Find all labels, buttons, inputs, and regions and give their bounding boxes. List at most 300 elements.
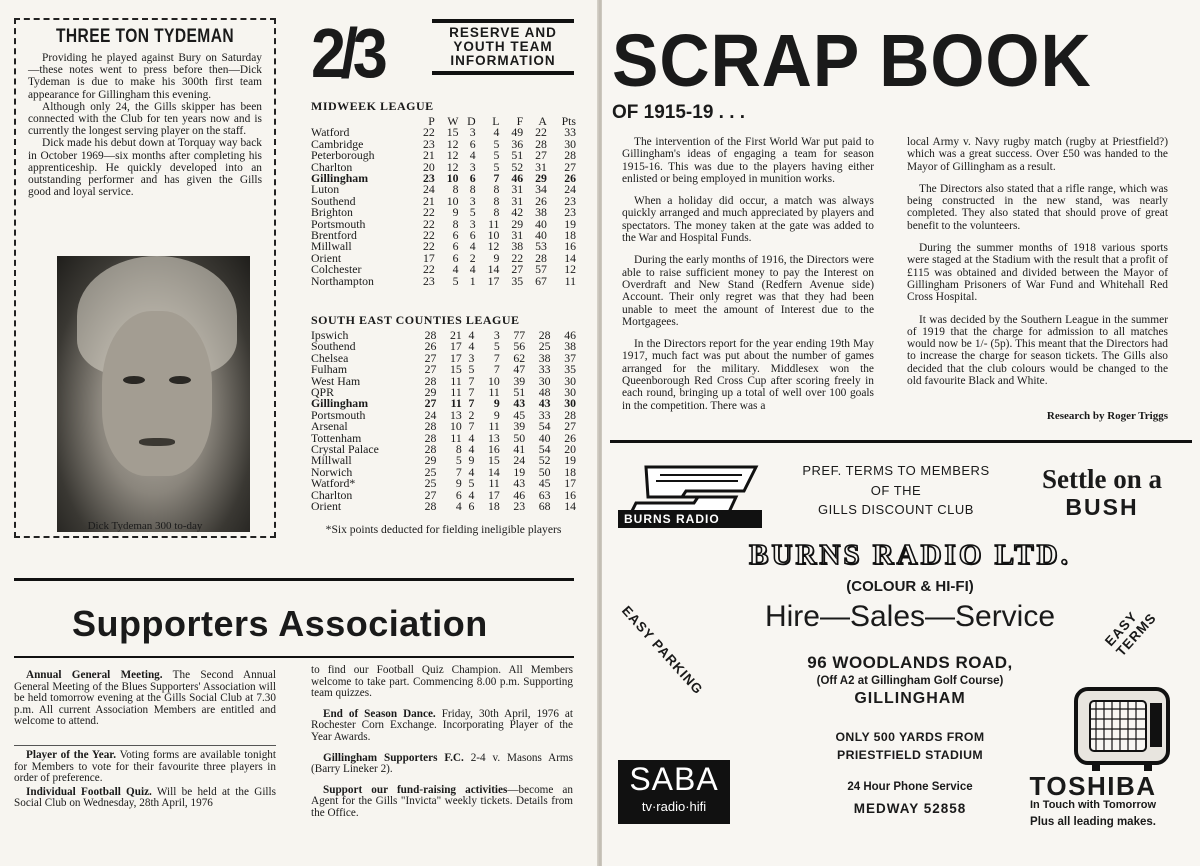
stat-cell: 4 xyxy=(493,125,500,140)
stat-cell: 18 xyxy=(488,499,500,514)
stat-cell: 36 xyxy=(511,136,524,151)
stat-cell: 28 xyxy=(564,148,576,163)
stat-cell: 11 xyxy=(488,476,500,491)
stat-cell: 12 xyxy=(487,239,500,254)
stat-cell: 7 xyxy=(455,464,462,479)
stat-cell: 15 xyxy=(446,125,459,140)
stat-cell: 21 xyxy=(422,193,435,208)
quiz-item: Individual Football Quiz. Will be held at the Gills Social Club on Wednesday, 28th April, 1976 xyxy=(14,785,276,810)
table-row xyxy=(311,376,576,387)
stat-cell: 9 xyxy=(493,250,500,265)
stat-cell: 3 xyxy=(469,216,476,231)
stat-cell: 27 xyxy=(564,159,576,174)
stat-cell: 51 xyxy=(513,385,526,400)
league-title: SOUTH EAST COUNTIES LEAGUE xyxy=(311,313,520,327)
stat-cell: 6 xyxy=(455,487,462,502)
stat-cell: 23 xyxy=(564,193,576,208)
stat-cell: 22 xyxy=(511,250,524,265)
stat-cell: 77 xyxy=(513,328,526,342)
tydeman-body xyxy=(28,52,262,198)
stat-cell: 26 xyxy=(564,171,576,186)
stat-cell: 4 xyxy=(455,499,462,514)
divider xyxy=(14,578,574,581)
stat-cell: 7 xyxy=(493,171,500,186)
stat-cell: 7 xyxy=(468,385,475,400)
research-credit: Research by Roger Triggs xyxy=(1046,410,1168,422)
easy-parking: EASY PARKING xyxy=(618,603,706,698)
stat-cell: 23 xyxy=(422,171,435,186)
column-header: F xyxy=(516,114,524,128)
stat-cell: 28 xyxy=(424,499,437,514)
stat-cell: 28 xyxy=(564,407,576,422)
team-name-cell: Millwall xyxy=(311,239,352,254)
stat-cell: 28 xyxy=(538,328,551,342)
stat-cell: 50 xyxy=(538,464,551,479)
stat-cell: 9 xyxy=(493,407,500,422)
television-icon xyxy=(1072,683,1172,773)
reserve-youth-header xyxy=(432,19,574,75)
stat-cell: 27 xyxy=(511,262,524,277)
midweek-league-table xyxy=(311,99,576,287)
bush-logo: BUSH xyxy=(1065,494,1139,520)
team-name-cell: Norwich xyxy=(311,464,353,479)
reserve-line: INFORMATION xyxy=(450,53,556,68)
stat-cell: 47 xyxy=(513,362,526,377)
portrait-caption: Dick Tydeman 300 to-day xyxy=(87,520,203,532)
tydeman-feature-box xyxy=(14,18,276,538)
stat-cell: 7 xyxy=(468,373,475,388)
stat-cell: 6 xyxy=(452,250,459,265)
stat-cell: 4 xyxy=(469,148,476,163)
column-header: Pts xyxy=(561,114,576,128)
stat-cell: 5 xyxy=(468,476,475,491)
stat-cell: 8 xyxy=(455,442,462,457)
stat-cell: 3 xyxy=(469,193,476,208)
team-name-cell: Portsmouth xyxy=(311,216,366,231)
stat-cell: 18 xyxy=(564,464,576,479)
team-name-cell: Crystal Palace xyxy=(311,442,379,457)
stat-cell: 2 xyxy=(468,407,475,422)
leading-makes: Plus all leading makes. xyxy=(1030,816,1156,828)
stat-cell: 7 xyxy=(468,419,475,434)
stat-cell: 5 xyxy=(469,205,476,220)
stat-cell: 6 xyxy=(469,228,476,243)
pref-line: GILLS DISCOUNT CLUB xyxy=(818,502,974,517)
stat-cell: 26 xyxy=(535,193,547,208)
stat-cell: 33 xyxy=(538,362,551,377)
address-note: (Off A2 at Gillingham Golf Course) xyxy=(816,675,1004,687)
agm-item: Annual General Meeting. The Second Annual General Meeting of the Blues Supporters' Association will be held tomorrow evening at the Gills Social Club at 7.30 p.m. All current Association Members are entitled and welcome to attend. xyxy=(14,669,276,728)
stat-cell: 17 xyxy=(487,273,500,288)
stat-cell: 11 xyxy=(488,216,500,231)
stat-cell: 24 xyxy=(564,182,576,197)
stat-cell: 40 xyxy=(538,430,551,445)
team-name-cell: Tottenham xyxy=(311,430,362,445)
stat-cell: 11 xyxy=(488,385,500,400)
stat-cell: 46 xyxy=(564,328,576,342)
table-row xyxy=(311,353,576,364)
stat-cell: 31 xyxy=(511,228,524,243)
stat-cell: 6 xyxy=(469,171,476,186)
tydeman-portrait-photo xyxy=(57,256,250,532)
stat-cell: 49 xyxy=(511,125,524,140)
stat-cell: 33 xyxy=(538,407,551,422)
team-name-cell: Portsmouth xyxy=(311,407,366,422)
stat-cell: 8 xyxy=(469,182,476,197)
stat-cell: 17 xyxy=(422,250,435,265)
saba-tagline: tv·radio·hifi xyxy=(641,799,707,814)
team-name-cell: Orient xyxy=(311,250,342,265)
stat-cell: 40 xyxy=(535,216,547,231)
team-name-cell: Watford xyxy=(311,125,350,140)
stat-cell: 40 xyxy=(535,228,547,243)
address-block xyxy=(760,653,1060,708)
dance-item: End of Season Dance. Friday, 30th April, 1976 at Rochester Corn Exchange. Incorporating Player of the Year Awards. xyxy=(311,707,573,743)
tydeman-paragraph: Although only 24, the Gills skipper has been connected with the Club for ten years now and is currently the longest serving player on the staff. xyxy=(28,100,262,138)
stat-cell: 23 xyxy=(564,205,576,220)
stat-cell: 12 xyxy=(446,159,459,174)
team-name-cell: Northampton xyxy=(311,273,374,288)
stat-cell: 7 xyxy=(468,396,475,411)
stat-cell: 30 xyxy=(564,373,576,388)
stat-cell: 1 xyxy=(469,273,476,288)
stat-cell: 6 xyxy=(452,228,459,243)
team-name-cell: West Ham xyxy=(311,373,361,388)
phone-number: MEDWAY 52858 xyxy=(853,801,967,816)
tydeman-paragraph: Dick made his debut down at Torquay way back in October 1969—six months after completing his apprenticeship. He quickly developed into an outstanding performer and has given the Gills good and loyal service. xyxy=(28,137,262,199)
stat-cell: 38 xyxy=(511,239,524,254)
stat-cell: 57 xyxy=(535,262,547,277)
stat-cell: 13 xyxy=(488,430,500,445)
stat-cell: 28 xyxy=(424,328,437,342)
stat-cell: 17 xyxy=(564,476,576,491)
fund-raising-item: Support our fund-raising activities—become an Agent for the Gills "Invicta" weekly tickets. Details from the Office. xyxy=(311,783,573,819)
stat-cell: 23 xyxy=(422,136,435,151)
league-title: MIDWEEK LEAGUE xyxy=(311,99,434,113)
stat-cell: 6 xyxy=(469,136,476,151)
saba-logo xyxy=(618,760,730,824)
stat-cell: 62 xyxy=(513,350,526,365)
stat-cell: 31 xyxy=(511,193,524,208)
team-name-cell: Gillingham xyxy=(311,396,369,411)
stat-cell: 4 xyxy=(469,239,476,254)
reserve-line: RESERVE AND xyxy=(449,25,557,40)
stat-cell: 45 xyxy=(513,407,526,422)
stat-cell: 37 xyxy=(564,350,576,365)
stat-cell: 4 xyxy=(452,262,459,277)
stat-cell: 4 xyxy=(469,262,476,277)
stat-cell: 14 xyxy=(487,262,500,277)
stat-cell: 68 xyxy=(538,499,551,514)
stat-cell: 19 xyxy=(564,216,576,231)
stat-cell: 30 xyxy=(564,136,576,151)
stat-cell: 28 xyxy=(424,430,437,445)
stat-cell: 7 xyxy=(493,362,500,377)
stat-cell: 10 xyxy=(449,419,462,434)
stat-cell: 52 xyxy=(538,453,551,468)
stat-cell: 14 xyxy=(488,464,500,479)
stat-cell: 4 xyxy=(468,487,475,502)
stat-cell: 5 xyxy=(455,453,462,468)
team-name-cell: Southend xyxy=(311,339,356,354)
stat-cell: 39 xyxy=(513,419,526,434)
stat-cell: 8 xyxy=(493,205,500,220)
stat-cell: 16 xyxy=(564,239,576,254)
stat-cell: 43 xyxy=(538,396,551,411)
hire-sales-service: Hire—Sales—Service xyxy=(764,600,1056,633)
stat-cell: 12 xyxy=(564,262,576,277)
stat-cell: 10 xyxy=(446,193,459,208)
scrap-left-column xyxy=(622,136,874,422)
stat-cell: 10 xyxy=(446,171,459,186)
stat-cell: 63 xyxy=(538,487,551,502)
stat-cell: 25 xyxy=(424,476,437,491)
company-name: BURNS RADIO LTD. xyxy=(749,539,1071,571)
stat-cell: 3 xyxy=(468,350,475,365)
toshiba-name: TOSHIBA xyxy=(1029,771,1157,801)
supporters-fc-item: Gillingham Supporters F.C. 2-4 v. Masons Arms (Barry Lineker 2). xyxy=(311,751,573,776)
stat-cell: 29 xyxy=(511,216,524,231)
stat-cell: 28 xyxy=(535,136,547,151)
stat-cell: 27 xyxy=(535,148,547,163)
easy-terms: EASY TERMS xyxy=(1102,608,1160,660)
stat-cell: 15 xyxy=(449,362,462,377)
stat-cell: 52 xyxy=(511,159,524,174)
stat-cell: 9 xyxy=(452,205,459,220)
stat-cell: 30 xyxy=(564,385,576,400)
stat-cell: 27 xyxy=(424,396,437,411)
scrap-paragraph: local Army v. Navy rugby match (rugby at Priestfield?) which was a great success. Over £50 was handed to the Mayor of Gillingham as a result. xyxy=(907,136,1168,173)
stat-cell: 22 xyxy=(422,262,435,277)
stat-cell: 34 xyxy=(535,182,547,197)
stat-cell: 19 xyxy=(513,464,526,479)
stat-cell: 2 xyxy=(469,250,476,265)
stat-cell: 50 xyxy=(513,430,526,445)
stat-cell: 10 xyxy=(487,228,500,243)
stat-cell: 14 xyxy=(564,499,576,514)
reserve-line: YOUTH TEAM xyxy=(453,39,553,54)
stat-cell: 7 xyxy=(493,350,500,365)
stat-cell: 8 xyxy=(452,182,459,197)
team-name-cell: Gillingham xyxy=(311,171,369,186)
team-name-cell: Charlton xyxy=(311,487,353,502)
yards-line: ONLY 500 YARDS FROM xyxy=(835,730,985,744)
team-name-cell: Arsenal xyxy=(311,419,348,434)
stat-cell: 12 xyxy=(446,136,459,151)
supporters-title: Supporters Association xyxy=(72,603,488,644)
stat-cell: 4 xyxy=(468,430,475,445)
stat-cell: 24 xyxy=(513,453,526,468)
stat-cell: 38 xyxy=(535,205,547,220)
stat-cell: 29 xyxy=(424,385,437,400)
stat-cell: 3 xyxy=(493,328,500,342)
scrap-paragraph: The intervention of the First World War put paid to Gillingham's ideas of engaging a team for season 1915-16. This was due to the players having either enlisted or being employed in munition works. xyxy=(622,136,874,185)
stat-cell: 30 xyxy=(538,373,551,388)
stat-cell: 24 xyxy=(424,407,437,422)
stat-cell: 43 xyxy=(513,476,526,491)
stat-cell: 25 xyxy=(538,339,551,354)
left-page xyxy=(0,0,598,866)
scrap-paragraph: During the summer months of 1918 various sports were staged at the Stadium with the result that a profit of £115 was obtained and divided between the Mayor of Gillingham Prisoners of War Fund and Whitehall Red Cross Hospital. xyxy=(907,242,1168,304)
column-header: A xyxy=(538,114,547,128)
stat-cell: 22 xyxy=(422,205,435,220)
column-header: D xyxy=(467,114,476,128)
stat-cell: 67 xyxy=(535,273,547,288)
stat-cell: 12 xyxy=(446,148,459,163)
pref-line: OF THE xyxy=(870,482,922,498)
stat-cell: 29 xyxy=(424,453,437,468)
stat-cell: 33 xyxy=(564,125,576,140)
stat-cell: 23 xyxy=(513,499,526,514)
scrap-book-title: SCRAP BOOK xyxy=(612,19,1092,102)
stat-cell: 31 xyxy=(511,182,524,197)
scrap-book-subtitle: OF 1915-19 . . . xyxy=(612,102,746,123)
stat-cell: 8 xyxy=(493,193,500,208)
burns-radio-advert xyxy=(610,440,1192,864)
stat-cell: 27 xyxy=(424,362,437,377)
quiz-continued: to find our Football Quiz Champion. All Members welcome to take part. Commencing 8.00 p.m. Supporting team quizzes. xyxy=(311,664,573,700)
address-street: 96 WOODLANDS ROAD, xyxy=(807,653,1013,672)
stat-cell: 22 xyxy=(422,216,435,231)
supporters-right-column xyxy=(311,665,573,829)
stat-cell: 19 xyxy=(564,453,576,468)
stat-cell: 18 xyxy=(564,228,576,243)
team-name-cell: Fulham xyxy=(311,362,348,377)
stat-cell: 39 xyxy=(513,373,526,388)
team-name-cell: Ipswich xyxy=(311,328,349,342)
toshiba-tagline: In Touch with Tomorrow xyxy=(1029,799,1157,811)
team-name-cell: Chelsea xyxy=(311,350,349,365)
stat-cell: 4 xyxy=(468,328,475,342)
pref-line: PREF. TERMS TO MEMBERS xyxy=(802,463,990,478)
team-name-cell: Southend xyxy=(311,193,356,208)
tydeman-title: THREE TON TYDEMAN xyxy=(55,26,235,47)
stat-cell: 27 xyxy=(564,419,576,434)
stat-cell: 20 xyxy=(564,442,576,457)
stat-cell: 14 xyxy=(564,250,576,265)
stat-cell: 15 xyxy=(488,453,500,468)
stat-cell: 9 xyxy=(455,476,462,491)
scrap-paragraph: During the early months of 1916, the Directors were able to raise sufficient money to pay the Interest on Overdraft and New Stand (Redfern Avenue side) Account. Their only regret was that they had been unable to meet the amount of Interest due to the Mortgagees. xyxy=(622,254,874,328)
player-of-year-item: Player of the Year. Voting forms are available tonight for Members to vote for their favourite three players in order of preference. xyxy=(14,748,276,785)
stat-cell: 26 xyxy=(564,430,576,445)
team-name-cell: Charlton xyxy=(311,159,353,174)
team-name-cell: Millwall xyxy=(311,453,352,468)
stat-cell: 5 xyxy=(493,159,500,174)
column-header: P xyxy=(428,114,435,128)
stat-cell: 3 xyxy=(469,125,476,140)
stat-cell: 22 xyxy=(422,228,435,243)
scrap-paragraph: When a holiday did occur, a match was always quickly arranged and much appreciated by players and spectators. The money taken at the gate was added to the War and Hospital Funds. xyxy=(622,195,874,245)
stat-cell: 53 xyxy=(535,239,547,254)
stat-cell: 28 xyxy=(424,442,437,457)
stat-cell: 17 xyxy=(449,339,462,354)
scrap-paragraph: In the Directors report for the year ending 19th May 1917, much fact was put about the number of games arranged for the military. Middlesex won the Queenborough Red Cross Cup after scoring freely in each round, bringing up a total of well over 100 goals in the competition. There was a xyxy=(622,338,874,412)
stat-cell: 45 xyxy=(538,476,551,491)
team-name-cell: Orient xyxy=(311,499,342,514)
team-name-cell: Brentford xyxy=(311,228,357,243)
yards-line: PRIESTFIELD STADIUM xyxy=(836,748,984,762)
stat-cell: 21 xyxy=(422,148,435,163)
stat-cell: 4 xyxy=(468,339,475,354)
team-name-cell: Cambridge xyxy=(311,136,364,151)
stat-cell: 27 xyxy=(424,487,437,502)
bush-advert xyxy=(1018,465,1186,521)
stat-cell: 28 xyxy=(424,373,437,388)
stat-cell: 16 xyxy=(488,442,500,457)
stat-cell: 4 xyxy=(468,442,475,457)
table-row xyxy=(311,490,576,501)
stat-cell: 30 xyxy=(564,396,576,411)
phone-service: 24 Hour Phone Service xyxy=(847,781,973,793)
table-row xyxy=(311,501,576,512)
saba-name: SABA xyxy=(629,761,719,797)
stat-cell: 5 xyxy=(452,273,459,288)
stat-cell: 38 xyxy=(538,350,551,365)
stat-cell: 11 xyxy=(450,385,462,400)
stat-cell: 54 xyxy=(538,419,551,434)
colour-hifi: (COLOUR & HI-FI) xyxy=(846,578,974,595)
stat-cell: 5 xyxy=(468,362,475,377)
stat-cell: 24 xyxy=(422,182,435,197)
stat-cell: 29 xyxy=(535,171,547,186)
stat-cell: 28 xyxy=(535,250,547,265)
stat-cell: 8 xyxy=(493,182,500,197)
table-row xyxy=(311,276,576,287)
divider xyxy=(14,745,276,746)
stat-cell: 4 xyxy=(468,464,475,479)
stat-cell: 3 xyxy=(469,159,476,174)
stat-cell: 17 xyxy=(488,487,500,502)
stat-cell: 46 xyxy=(513,487,526,502)
stat-cell: 10 xyxy=(488,373,500,388)
table-row xyxy=(311,341,576,352)
fielding-footnote: *Six points deducted for fielding ineligible players xyxy=(325,523,562,536)
burns-radio-label: BURNS RADIO xyxy=(618,510,762,528)
team-name-cell: Peterborough xyxy=(311,148,375,163)
stat-cell: 11 xyxy=(564,273,576,288)
stat-cell: 35 xyxy=(511,273,524,288)
stat-cell: 21 xyxy=(449,328,462,342)
stat-cell: 54 xyxy=(538,442,551,457)
stat-cell: 23 xyxy=(422,273,435,288)
scrap-right-column xyxy=(907,136,1168,397)
table-row xyxy=(311,410,576,421)
stat-cell: 11 xyxy=(450,373,462,388)
stat-cell: 6 xyxy=(468,499,475,514)
preferential-terms xyxy=(780,461,1012,520)
page-number-graphic: 2/3 xyxy=(311,14,383,92)
stat-cell: 9 xyxy=(493,396,500,411)
stat-cell: 43 xyxy=(513,396,526,411)
team-name-cell: Colchester xyxy=(311,262,362,277)
stat-cell: 41 xyxy=(513,442,526,457)
stat-cell: 11 xyxy=(450,430,462,445)
stat-cell: 22 xyxy=(422,239,435,254)
column-header: W xyxy=(447,114,459,128)
toshiba-logo xyxy=(998,773,1188,828)
stat-cell: 5 xyxy=(493,136,500,151)
stat-cell: 13 xyxy=(449,407,462,422)
stat-cell: 42 xyxy=(511,205,524,220)
column-header: L xyxy=(492,114,500,128)
stat-cell: 31 xyxy=(535,159,547,174)
stat-cell: 28 xyxy=(424,419,437,434)
team-name-cell: Luton xyxy=(311,182,340,197)
tydeman-paragraph: Providing he played against Bury on Saturday—these notes went to press before then—Dick Tydeman is due to make his 300th first team appearance for Gillingham this evening. xyxy=(28,52,262,101)
stat-cell: 11 xyxy=(488,419,500,434)
stat-cell: 20 xyxy=(422,159,435,174)
